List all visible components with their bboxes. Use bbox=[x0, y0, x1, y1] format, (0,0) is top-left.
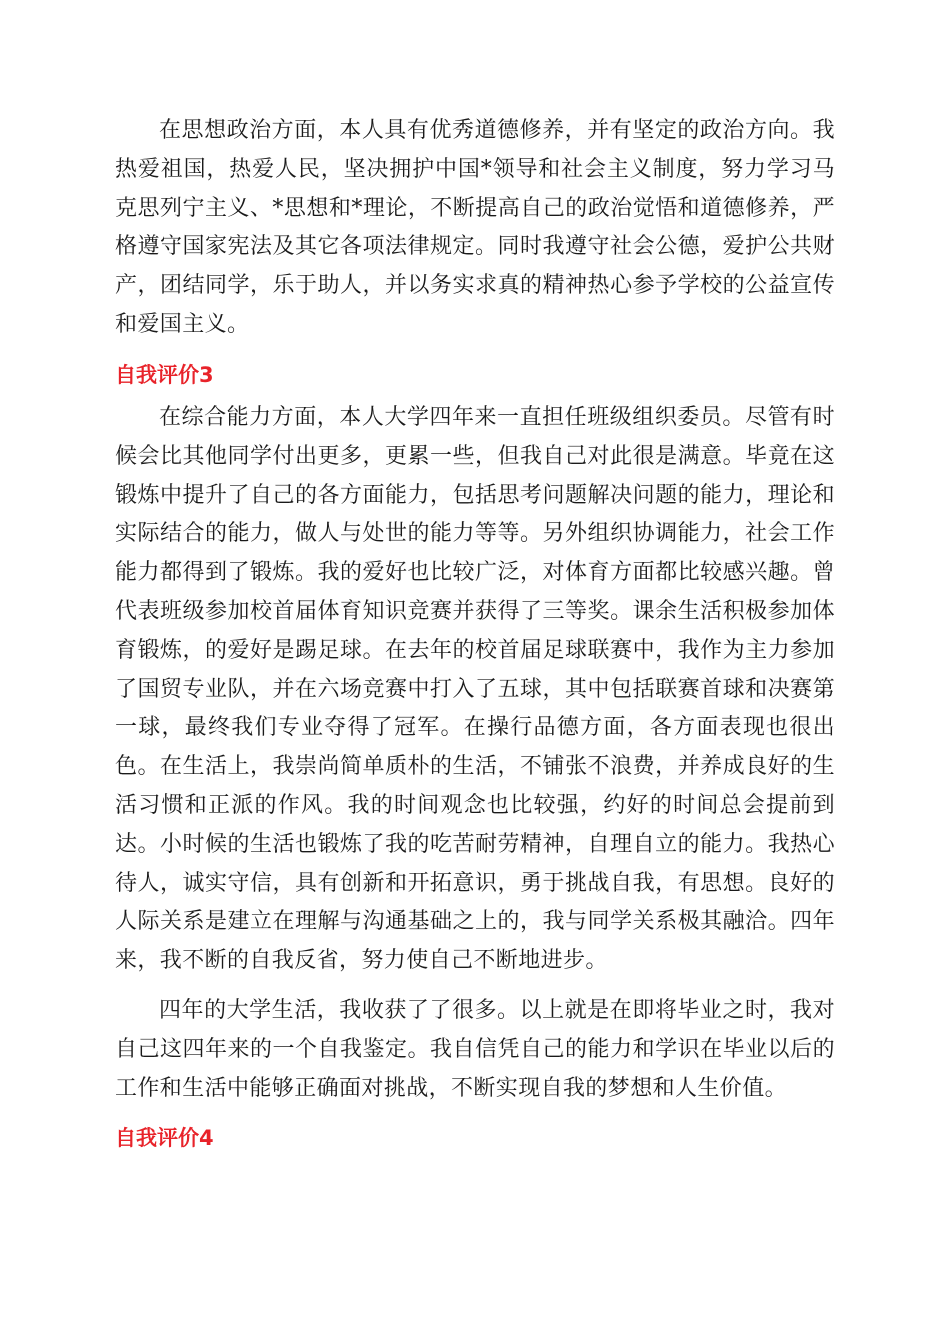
paragraph-university-summary: 四年的大学生活，我收获了了很多。以上就是在即将毕业之时，我对自己这四年来的一个自我鉴定。我自信凭自己的能力和学识在毕业以后的工作和生活中能够正确面对挑战，不断实现自我的梦想和人生价值。 bbox=[115, 998, 835, 1101]
section-heading-self-evaluation-4: 自我评价4 bbox=[115, 1126, 214, 1150]
section-heading-self-evaluation-3: 自我评价3 bbox=[115, 363, 214, 387]
paragraph-comprehensive-ability: 在综合能力方面，本人大学四年来一直担任班级组织委员。尽管有时候会比其他同学付出更多，更累一些，但我自己对此很是满意。毕竟在这锻炼中提升了自己的各方面能力，包括思考问题解决问题的能力，理论和实际结合的能力，做人与处世的能力等等。另外组织协调能力，社会工作能力都得到了锻炼。我的爱好也比较广泛，对体育方面都比较感兴趣。曾代表班级参加校首届体育知识竞赛并获得了三等奖。课余生活积极参加体育锻炼，的爱好是踢足球。在去年的校首届足球联赛中，我作为主力参加了国贸专业队，并在六场竞赛中打入了五球，其中包括联赛首球和决赛第一球，最终我们专业夺得了冠军。在操行品德方面，各方面表现也很出色。在生活上，我崇尚简单质朴的生活，不铺张不浪费，并养成良好的生活习惯和正派的作风。我的时间观念也比较强，约好的时间总会提前到达。小时候的生活也锻炼了我的吃苦耐劳精神，自理自立的能力。我热心待人，诚实守信，具有创新和开拓意识，勇于挑战自我，有思想。良好的人际关系是建立在理解与沟通基础之上的，我与同学关系极其融洽。四年来，我不断的自我反省，努力使自己不断地进步。 bbox=[115, 405, 835, 974]
paragraph-political-aspect: 在思想政治方面，本人具有优秀道德修养，并有坚定的政治方向。我热爱祖国，热爱人民，坚决拥护中国*领导和社会主义制度，努力学习马克思列宁主义、*思想和*理论，不断提高自己的政治觉悟和道德修养，严格遵守国家宪法及其它各项法律规定。同时我遵守社会公德，爱护公共财产，团结同学，乐于助人，并以务实求真的精神热心参予学校的公益宣传和爱国主义。 bbox=[115, 118, 835, 337]
